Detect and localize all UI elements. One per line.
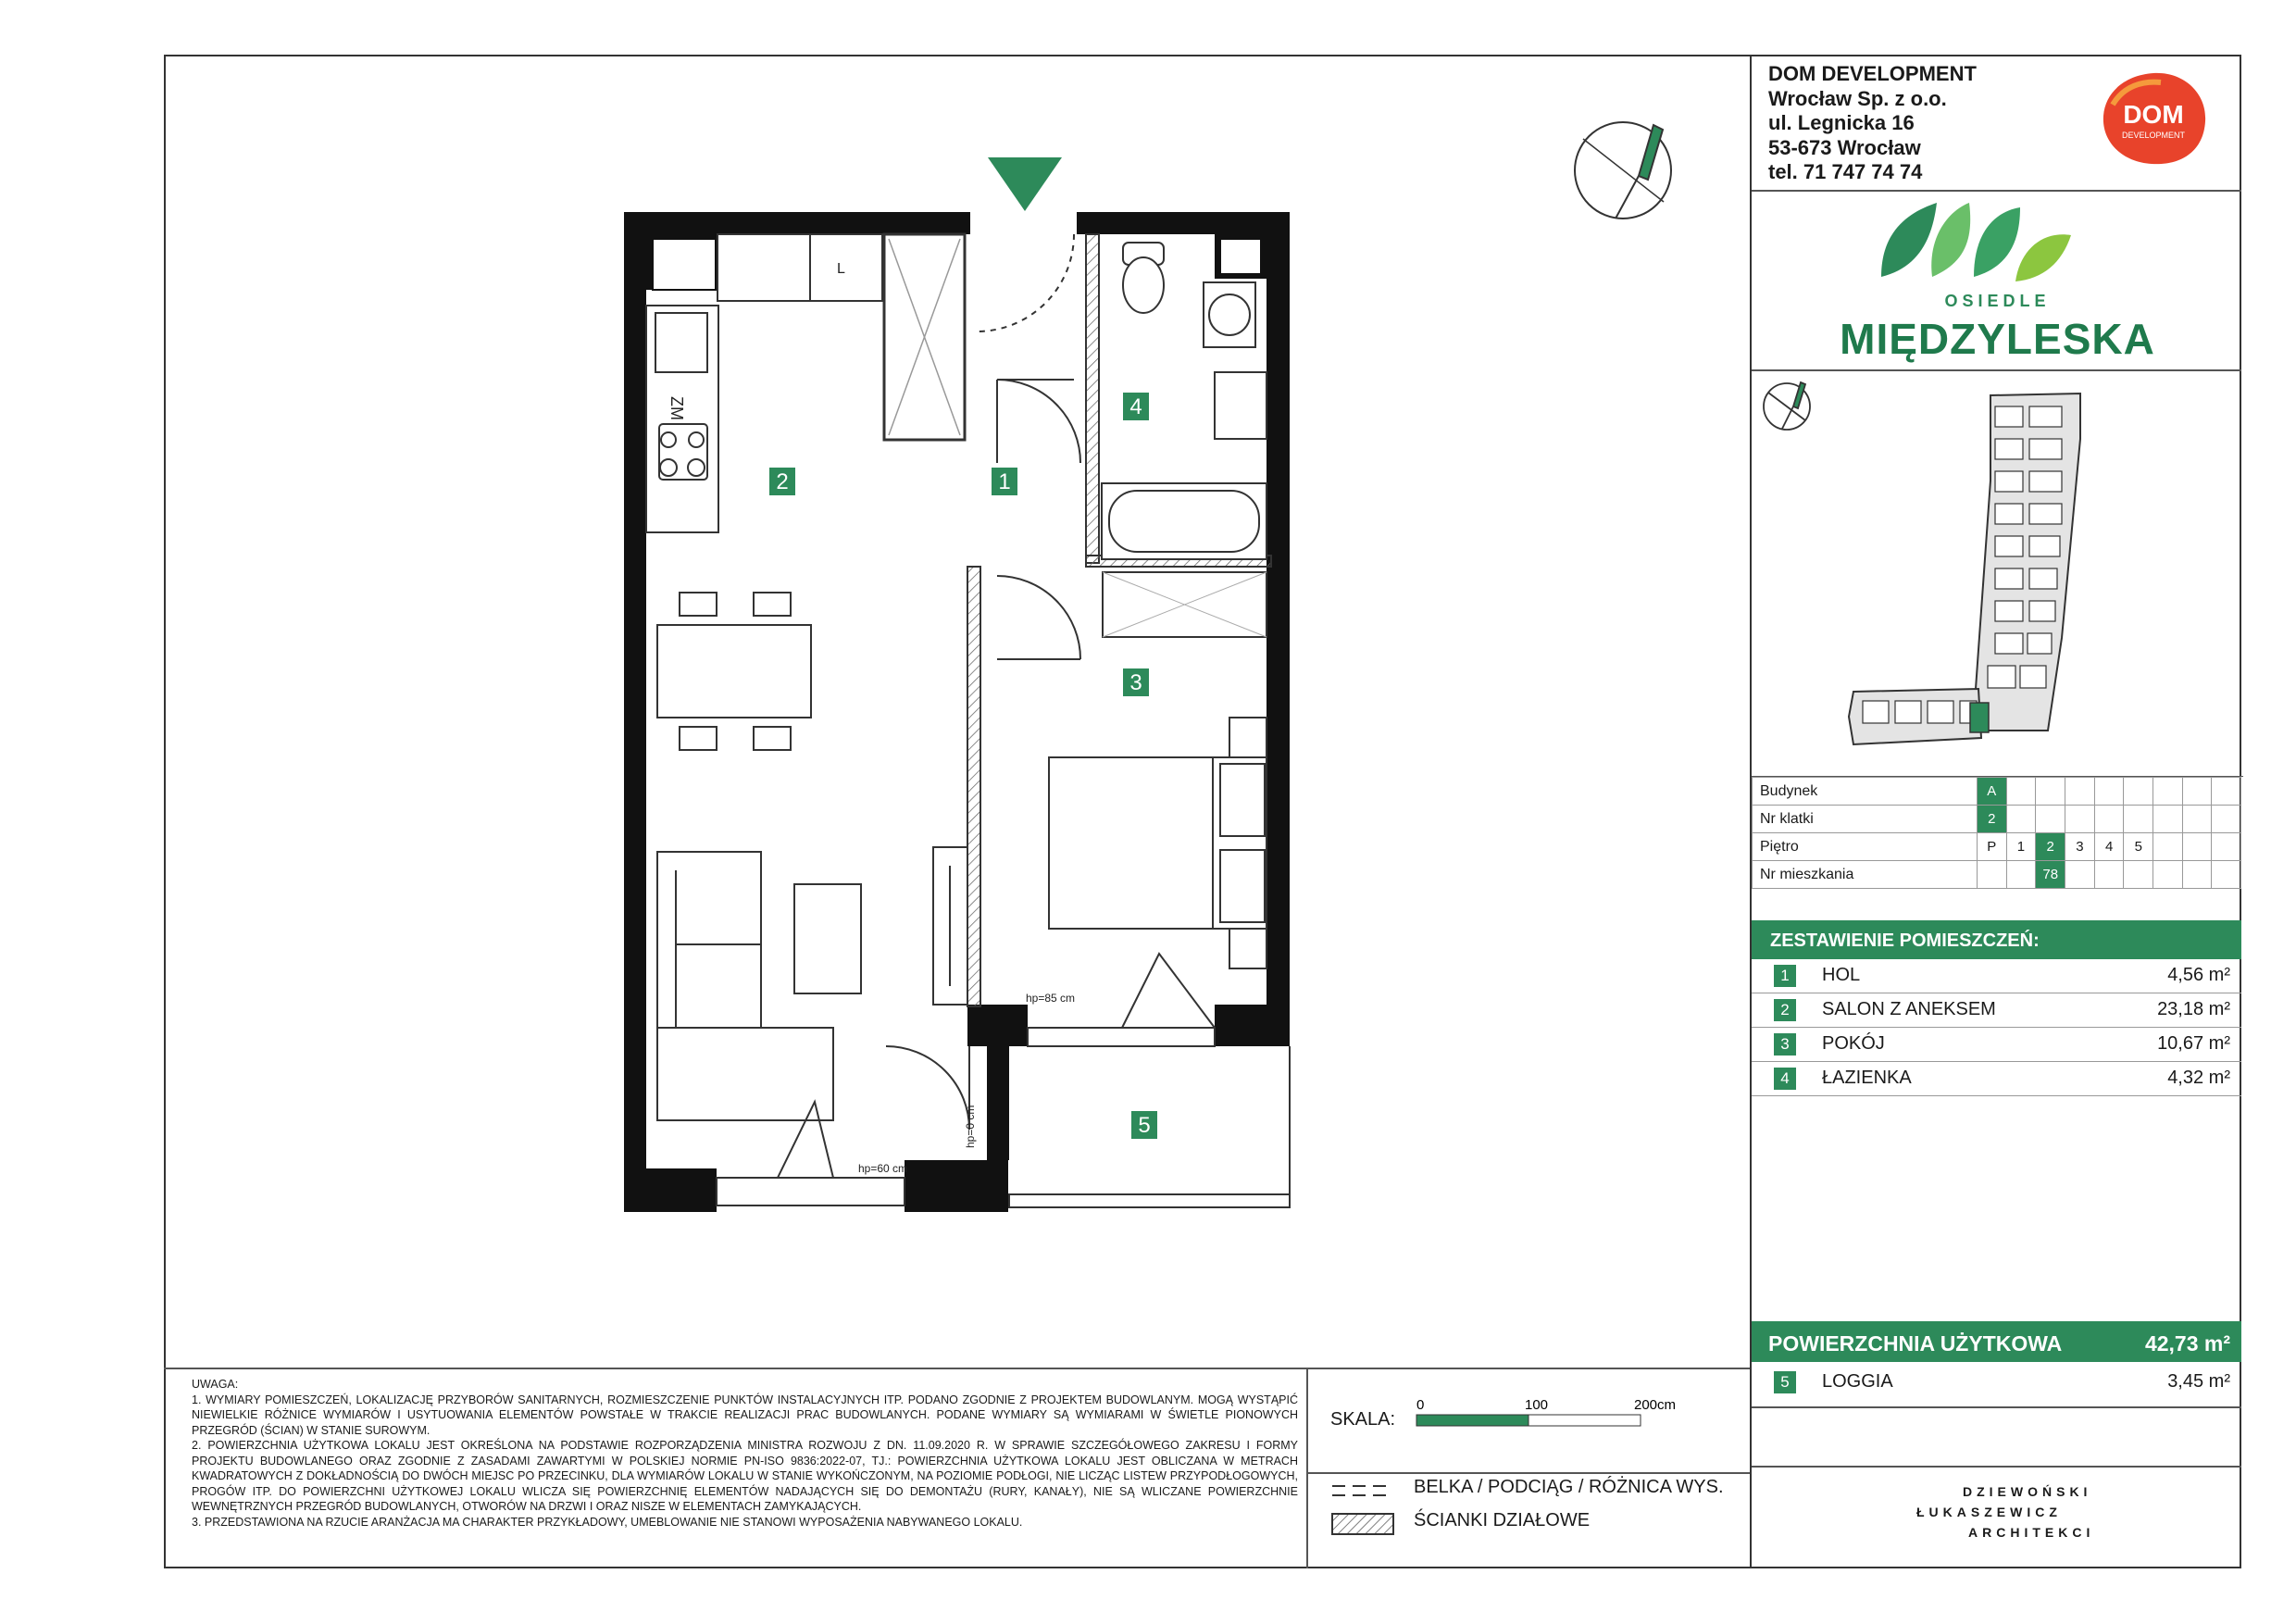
company-info	[1768, 62, 1977, 185]
notes-title: UWAGA:	[192, 1378, 239, 1391]
room-name: POKÓJ	[1822, 1033, 1885, 1054]
scale-tick-200: 200cm	[1634, 1397, 1677, 1413]
company-phone: tel. 71 747 74 74	[1768, 160, 1923, 183]
info-cell	[2153, 778, 2183, 806]
info-row	[1753, 806, 2241, 833]
room-label-2: 2	[776, 469, 789, 494]
company-subname: Wrocław Sp. z o.o.	[1768, 86, 1947, 110]
room-number: 2	[1774, 999, 1796, 1021]
svg-text:DOM: DOM	[2123, 100, 2184, 129]
site-plan	[1752, 369, 2243, 777]
room-name: SALON Z ANEKSEM	[1822, 999, 1996, 1019]
scale-label: SKALA:	[1330, 1409, 1396, 1430]
total-area-label: POWIERZCHNIA UŻYTKOWA	[1768, 1331, 2063, 1355]
apartment-info-table	[1752, 777, 2241, 889]
room-label-1: 1	[998, 469, 1011, 494]
info-row	[1753, 833, 2241, 861]
total-area-bar	[1752, 1321, 2241, 1362]
info-cell	[2124, 778, 2153, 806]
info-cell: 5	[2124, 833, 2153, 861]
room-name: HOL	[1822, 965, 1861, 985]
loggia-name: LOGGIA	[1822, 1371, 1893, 1392]
info-cell	[2124, 806, 2153, 833]
info-label: Budynek	[1753, 778, 1978, 806]
notes-separator	[1306, 1368, 1308, 1568]
info-cell	[2006, 806, 2036, 833]
info-cell	[2153, 833, 2183, 861]
estate-line1: OSIEDLE	[1944, 292, 2051, 310]
divider	[1752, 1466, 2241, 1468]
info-cell	[2153, 806, 2183, 833]
room-area: 23,18 m²	[2157, 999, 2230, 1019]
room-area: 4,56 m²	[2167, 965, 2230, 985]
info-label: Nr klatki	[1753, 806, 1978, 833]
loggia-area: 3,45 m²	[2167, 1371, 2230, 1392]
room-row	[1752, 1028, 2241, 1062]
info-label: Nr mieszkania	[1753, 861, 1978, 889]
zm-label: ZM	[668, 396, 686, 420]
room-label-5: 5	[1138, 1113, 1151, 1138]
company-name: DOM DEVELOPMENT	[1768, 62, 1977, 85]
info-cell: 3	[2065, 833, 2095, 861]
scale-tick-100: 100	[1525, 1397, 1549, 1413]
architect-logo: DZIEWOŃSKI ŁUKASZEWICZ ARCHITEKCI	[1916, 1484, 2095, 1540]
info-cell	[1977, 861, 2006, 889]
room-row	[1752, 1062, 2241, 1096]
note-3: 3. PRZEDSTAWIONA NA RZUCIE ARANŻACJA MA CHARAKTER PRZYKŁADOWY, UMEBLOWANIE NIE STANOWI WYPOSAŻENIA NABYWANEGO LOKALU.	[192, 1515, 1023, 1529]
info-cell	[2065, 778, 2095, 806]
info-cell	[2182, 833, 2212, 861]
room-number: 3	[1774, 1033, 1796, 1056]
hp85-note: hp=85 cm	[1026, 992, 1076, 1005]
info-panel	[1750, 55, 2241, 1568]
info-row	[1753, 861, 2241, 889]
info-cell	[2182, 861, 2212, 889]
info-cell: A	[1977, 778, 2006, 806]
info-cell	[2124, 861, 2153, 889]
notes	[192, 1377, 1298, 1530]
note-1: 1. WYMIARY POMIESZCZEŃ, LOKALIZACJĘ PRZYBORÓW SANITARNYCH, ROZMIESZCZENIE PUNKTÓW INSTALACYJNYCH ITP. PODANO ZGODNIE Z PROJEKTEM BUDOWLANYM. MOGĄ WYSTĄPIĆ NIEWIELKIE RÓŻNICE WYMIARÓW I USYTUOWANIA ELEMENTÓW POWSTAŁE W TRAKCIE REALIZACJI PRAC BUDOWLANYCH. PODANE WYMIARY SĄ WYMIARAMI W ŚWIETLE PIONOWYCH PRZEGRÓD (ŚCIAN) W STANIE SUROWYM.	[192, 1393, 1298, 1437]
small-compass-icon	[1764, 382, 1810, 430]
info-cell: 1	[2006, 833, 2036, 861]
info-cell: 78	[2036, 861, 2065, 889]
info-cell	[2094, 778, 2124, 806]
info-cell	[2153, 861, 2183, 889]
info-cell	[2006, 861, 2036, 889]
info-cell	[2094, 806, 2124, 833]
estate-name: MIĘDZYLESKA	[1840, 315, 2155, 363]
info-cell	[2212, 861, 2241, 889]
room-row	[1752, 959, 2241, 993]
info-cell: P	[1977, 833, 2006, 861]
room-name: ŁAZIENKA	[1822, 1068, 1912, 1088]
info-cell	[2006, 778, 2036, 806]
info-cell: 4	[2094, 833, 2124, 861]
info-cell	[2182, 806, 2212, 833]
info-cell	[2036, 806, 2065, 833]
dom-development-logo	[2096, 68, 2211, 169]
scale-bar	[1412, 1396, 1690, 1433]
room-number: 1	[1774, 965, 1796, 987]
legend-beam: BELKA / PODCIĄG / RÓŻNICA WYS.	[1414, 1477, 1724, 1497]
info-label: Piętro	[1753, 833, 1978, 861]
legend-partition: ŚCIANKI DZIAŁOWE	[1414, 1510, 1591, 1530]
info-cell	[2212, 806, 2241, 833]
info-cell	[2065, 806, 2095, 833]
info-cell	[2065, 861, 2095, 889]
room-number: 4	[1774, 1068, 1796, 1090]
fridge-label: L	[837, 261, 845, 277]
hp0-note: hp=0 cm	[964, 1105, 977, 1148]
legend-divider	[1306, 1472, 1750, 1474]
legend-symbols	[1330, 1477, 1404, 1543]
notes-divider	[164, 1368, 1750, 1369]
room-row	[1752, 993, 2241, 1028]
note-2: 2. POWIERZCHNIA UŻYTKOWA LOKALU JEST OKREŚLONA NA PODSTAWIE ROZPORZĄDZENIA MINISTRA ROZWOJU Z DN. 11.09.2020 R. W SPRAWIE SZCZEGÓŁOWEGO ZAKRESU I FORMY PROJEKTU BUDOWLANEGO ORAZ ZGODNIE Z ZASADAMI ZAWARTYMI W POLSKIEJ NORMIE PN-ISO 9836:2022-07, TJ.: POWIERZCHNIA UŻYTKOWA LOKALU JEST OBLICZANA W METRACH KWADRATOWYCH Z DOKŁADNOŚCIĄ DO DWÓCH MIEJSC PO PRZECINKU, DLA WYMIARÓW LOKALU W STANIE WYKOŃCZONYM, NA POZIOMIE PODŁOGI, NIE LICZĄC LISTEW PRZYPODŁOGOWYCH, PROGÓW ITP. DO POWIERZCHNI UŻYTKOWEJ LOKALU WLICZA SIĘ POWIERZCHNIĘ ELEMENTÓW NADAJĄCYCH SIĘ DO DEMONTAŻU (RURY, KANAŁY), NIE SĄ WLICZANE POWIERZCHNIE WEWNĘTRZNYCH PRZEGRÓD BUDOWLANYCH, OTWORÓW NA DRZWI I ORAZ NISZE W ELEMENTACH ZAMYKAJĄCYCH.	[192, 1439, 1298, 1513]
info-cell	[2212, 778, 2241, 806]
room-label-4: 4	[1129, 394, 1142, 419]
scale-tick-0: 0	[1416, 1397, 1425, 1413]
room-area: 4,32 m²	[2167, 1068, 2230, 1088]
info-cell: 2	[1977, 806, 2006, 833]
info-cell	[2212, 833, 2241, 861]
row-divider	[1752, 1095, 2241, 1096]
total-area-value: 42,73 m²	[2144, 1331, 2230, 1355]
company-street: ul. Legnicka 16	[1768, 111, 1915, 134]
info-cell	[2094, 861, 2124, 889]
divider	[1752, 190, 2241, 192]
loggia-row	[1752, 1366, 2241, 1400]
info-row	[1753, 778, 2241, 806]
company-city: 53-673 Wrocław	[1768, 135, 1921, 159]
hp60-note: hp=60 cm	[858, 1162, 908, 1175]
info-cell	[2036, 778, 2065, 806]
divider	[1752, 1406, 2241, 1408]
compass-icon	[1575, 122, 1671, 219]
info-cell	[2182, 778, 2212, 806]
info-cell: 2	[2036, 833, 2065, 861]
loggia-number: 5	[1774, 1371, 1796, 1393]
svg-text:DEVELOPMENT: DEVELOPMENT	[2121, 131, 2186, 140]
room-label-3: 3	[1129, 670, 1142, 695]
rooms-header: ZESTAWIENIE POMIESZCZEŃ:	[1752, 920, 2241, 959]
room-area: 10,67 m²	[2157, 1033, 2230, 1054]
